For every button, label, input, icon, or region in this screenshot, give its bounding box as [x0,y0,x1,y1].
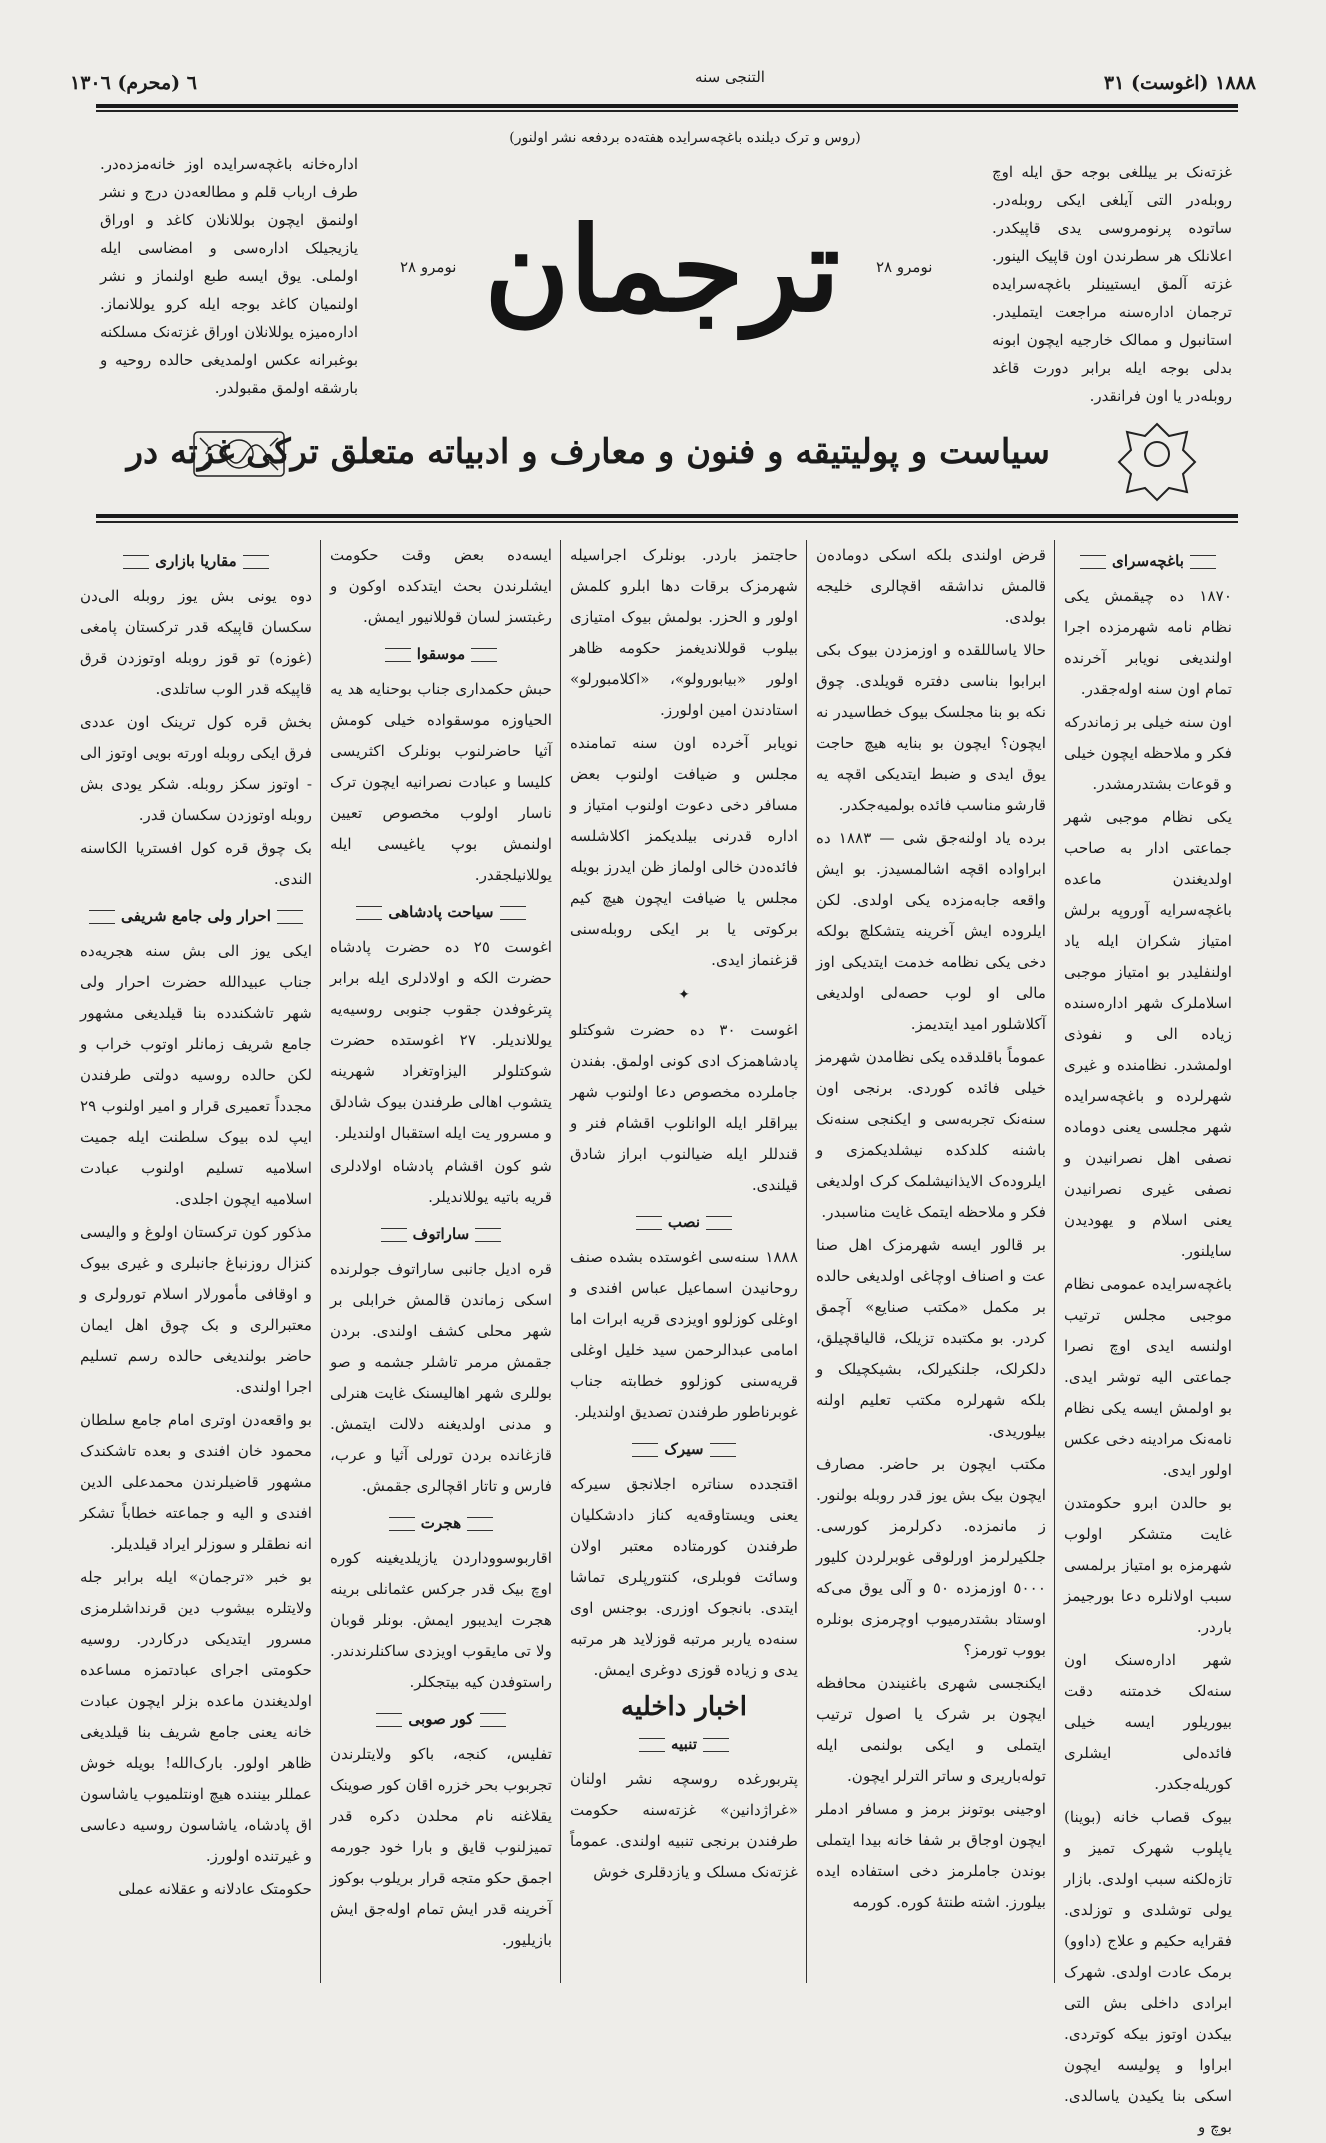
paragraph: ایسه‌ده بعض وقت حکومت ایشلرندن بحث ایتدکده اوکون و رغبتسز لسان قوللانیور ایمش. [330,546,552,626]
top-rule-thin [96,110,1238,112]
section-heading: موسقوا [330,639,552,670]
paragraph: مذکور کون ترکستان اولوغ و والیسی کنزال روزنباغ جانبلری و غیری بیوک و اوقافی مأمورلار اسلام تورولری و معتبرالری و بک چوق اهل ایمان حاضر بولندیغی حالده رسم تسلیم اجرا اولندی. [80,1223,312,1396]
gregorian-date: ١٨٨٨ (اغوست) ٣١ [1103,72,1256,94]
paragraph: قرض اولندی بلکه اسکی دوماده‌ن قالمش نداشقه اقچالری خلیجه بولدی. [816,546,1046,626]
paragraph: یکی نظام موجبی شهر جماعتی ادار به صاحب اولدیغندن ماعده باغچه‌سرایه آوروپه برلش امتیاز شکران ایله یاد اولنفلیدر بو امتیاز موجبی اسلاملرک شهر اداره‌سنده زیاده الی و نفوذی اولمشدر. نظامنده و غیری شهرلرده و باغچه‌سرایده شهر مجلسی یعنی دوماده نصفی اهل نصرانیدن و نصفی غیری نصرانیدن یعنی اسلام و یهودیدن سایلنور. [1064,808,1232,1260]
issue-number-left: نومرو ٢٨ [400,258,457,276]
section-heading: سیاحت پادشاهی [330,897,552,928]
paragraph: شهر اداره‌سنک اون سنه‌لک خدمتنه دقت بیوریلور ایسه خیلی فائده‌لی ایشلری کوریله‌جکدر. [1064,1651,1232,1793]
masthead-subtitle: (روس و ترک دیلنده باغچه‌سرایده هفته‌ده بردفعه نشر اولنور) [509,130,861,146]
paragraph: باغچه‌سرایده عمومی نظام موجبی مجلس ترتیب اولنسه ایدی اوچ نصرا جماعتی الیه توشر ایدی. بو اولمش ایسه یکی نظام نامه‌نک مرادینه دخی عکس اولور ایدی. [1064,1275,1232,1479]
paragraph: اغوست ٢٥ ده حضرت پادشاه حضرت الکه و اولادلری ایله برابر پترغوفدن جقوب جنوبی روسیه‌یه یوللاندیلر. ٢٧ اغوستده حضرت شوکتلولر الیزاوتغراد شهرینه یتشوب اهالی طرفندن بیوک شادلق و مسرور یت ایله استقبال اولندیلر. [330,938,552,1142]
paragraph: بیوک قصاب خانه (بوینا) یاپلوب شهرک تمیز و تازه‌لکنه سبب اولدی. بازار یولی توشلدی و توزلدی. فقرایه حکیم و علاج (داوو) برمک عادت اولدی. شهرک ابرادی داخلی بش التی بیکدن اوتوز بیکه کوتردی. ابراوا و پولیسه ایچون اسکی بنا یکیدن یاسالدی. بوچ و [1064,1808,1232,2136]
issue-number-right: نومرو ٢٨ [876,258,933,276]
column-1 [1064,540,1232,2136]
paragraph: اقتجدده سناتره اجلانجق سیرکه یعنی ویستاوقه‌یه کناز دادشکلیان طرفندن کورمتاده معتبر اولان وسائت فوبلری، کنتورپلری تماشا ایتدی. بانجوک اوزری. بوجنس اوی سنه‌ده یاربر مرتبه قوزلاید هر مرتبه یدی و زیاده قوزی دوغری ایمش. [570,1475,798,1679]
section-heading: سیرک [570,1434,798,1465]
paragraph: ١٨٨٨ سنه‌سی اغوستده بشده صنف روحانیدن اسماعیل عباس افندی و اوغلی کوزلوو اویزدی قریه ابرات اما امامی عبدالرحمن سید خلیل اوغلی قریه‌سنی کوزلوو خطابته جناب غوبرناطور طرفندن تصدیق اولندیلر. [570,1248,798,1421]
hijri-date: ٦ (محرم) ١٣٠٦ [70,72,197,94]
separator-star-icon: ✦ [678,987,690,1003]
subscription-notice: غزته‌نک بر ییللغی بوجه حق ایله اوچ روبله‌در التی آیلغی ایکی روبله‌در. ساتوده پرنومروسی یدی قاپیکدر. اعلانلک هر سطرندن اون قاپیک الینور. غزته آلمق ایستیینلر باغچه‌سرایده ترجمان اداره‌سنه مراجعت ایتملیدر. استانبول و ممالک خارجیه ایچون ابونه بدلی بوجه ایله برابر دورت قاغد روبله‌در یا اون فرانقدر. [992,163,1232,405]
paragraph: حالا یاساللقده و اوزمزدن بیوک بکی ابرابوا بناسی دفتره قویلدی. چوق نکه بو بنا مجلسک بیوک خطاسیدر نه ایچون؟ ایچون بو بنایه هیچ حاجت یوق ایدی و ضبط ایتدیکی اقچه یه قارشو مناسب فائده بولمیه‌جکدر. [816,641,1046,814]
paragraph: قره ادیل جانبی ساراتوف جولرنده اسکی زماندن قالمش خرابلی بر شهر محلی کشف اولندی. بردن جقمش مرمر تاشلر جشمه و صو بوللری شهر اهالیسنک غایت هنرلی و مدنی اولدیغنه دلالت ایتمش. قازغانده بردن تورلی آثیا و عرب، فارس و تاتار اقچالری جقمش. [330,1260,552,1495]
date-line [70,68,1256,102]
paragraph: اوجینی بوتونز برمز و مسافر ادملر ایچون اوجاق بر شفا خانه بیدا ایتملی بوندن جاملرمز دخی استفاده ایده بیلورز. اشته طنتهٔ کوره. کورمه [816,1800,1046,1911]
masthead-motto: سیاست و پولیتیقه و فنون و معارف و ادبیاته متعلق ترکی غزته در [126,432,1050,472]
masthead-bottom-rule [96,514,1238,518]
column-divider [1054,540,1055,1983]
paragraph: بو حالدن ابرو حکومتدن غایت متشکر اولوب شهرمزه بو امتیاز برلمسی سبب اولانلره دعا بورجیمز باردر. [1064,1494,1232,1636]
section-heading: احرار ولی جامع شریفی [80,901,312,932]
editorial-notice: اداره‌خانه باغچه‌سرایده اوز خانه‌مزده‌در. طرف ارباب قلم و مطالعه‌دن درج و نشر اولنمق ایچون بوللانلان کاغد و اوراق یازیجیلک اداره‌سی و امضاسی ایله اولملی. یوق ایسه طبع اولنماز و نشر اولنمیان کاغد بوجه ایله کرو یوللانماز. اداره‌میزه یوللانلان اوراق غزته‌نک مسلکنه بوغبرانه عکس اولمدیغی حالده روحیه و بارشقه اولمق مقبولدر. [100,155,358,397]
paragraph: دوه یونی بش یوز روبله الی‌دن سکسان قاپیکه قدر ترکستان پامغی (غوزه) تو قوز روبله اوتوزدن قرق قاپیکه قدر الوب ساتلدی. [80,587,312,698]
paragraph: ١٨٧٠ ده چیقمش یکی نظام نامه شهرمزده اجرا اولندیغی نویابر آخرنده تمام اون سنه اوله‌جقدر. [1064,587,1232,698]
paragraph: ایکنجسی شهری باغنیندن محافظه ایچون بر شرک یا اصول ترتیب ایتملی و ایکی بولنمی ایله توله‌باریری و ساتر الترلر ایچون. [816,1674,1046,1785]
column-divider [320,540,321,1983]
paragraph: بخش قره کول ترینک اون عددی فرق ایکی روبله اورته بویی اوتوز الی - اوتوز سکز روبله. شکر یودی بش روبله اوتوزدن سکسان قدر. [80,713,312,824]
column-divider [806,540,807,1983]
column-5 [80,540,312,1993]
ornament-right-icon [1102,418,1212,488]
column-2 [816,540,1046,1993]
paragraph: بک چوق قره کول افستریا الکاسنه الندی. [80,839,312,888]
masthead-bottom-rule-thin [96,521,1238,523]
paragraph: بر قالور ایسه شهرمزک اهل صنا عت و اصناف اوچاغی اولدیغی حالده بر مکمل «مکتب صنایع» آچمق کردر. بو مکتبده تزیلک، قالیاقچیلق، دلکرلک، جلنکیرلک، بشیکچیلک و بلکه شهرلره مکتب تعلیم اولنه بیلوریدی. [816,1236,1046,1440]
paragraph: اون سنه خیلی بر زماندرکه فکر و ملاحظه ایچون خیلی و قوعات بشتدرمشدر. [1064,713,1232,793]
paragraph: شو کون اقشام پادشاه اولادلری قریه باتیه یوللاندیلر. [330,1157,552,1206]
paragraph: حبش حکمداری جناب بوحنایه هد یه الحیاوزه موسقواده خیلی کومش آثیا حاضرلنوب بونلرک اکثریسی کلیسا و عبادت نصرانیه ایچون ترک ناسار اولوب مخصوص تعیین اولنمش بوپ یاغیسی ایله یوللانیلجقدر. [330,680,552,884]
newspaper-title: ترجمان [484,202,840,338]
paragraph: پتربورغده روسچه نشر اولنان «غراژدانین» غزته‌سنه حکومت طرفندن برنجی تنبیه اولندی. عموماً غزته‌نک مسلک و یازدقلری خوش [570,1770,798,1881]
internal-news-heading: اخبار داخلیه [621,1692,747,1722]
section-heading: کور صوبی [330,1704,552,1735]
year-label: التنجی سنه [695,68,765,86]
paragraph: ایکی یوز الی بش سنه هجریه‌ده جناب عبیدالله حضرت احرار ولی شهر تاشکندده بنا قیلدیغی مشهور جامع شریف زمانلر اوتوب خراب و لکن حالده روسیه دولتی طرفندن مجدداً تعمیری قرار و امیر اولنوب ٢٩ ایپ لده بیوک سلطنت ایله جمیت اسلامیه تسلیم اولنوب عبادت اسلامیه ایچون اجلدی. [80,942,312,1208]
paragraph: اغوست ٣٠ ده حضرت شوکتلو پادشاهمزک ادی کونی اولمق. بفندن جاملرده مخصوص دعا اولنوب شهر بیراقلر ایله الوانلوب اقشام فنر و قندللر ایله ضیالنوب ابراز شادق قیلندی. [570,1021,798,1194]
paragraph: عموماً باقلدقده یکی نظامدن شهرمز خیلی فائده کوردی. برنجی اون سنه‌نک تجربه‌سی و ایکنجی سنه‌نک باشنه کلدکده نیشلدیکمزی و ایلروده‌ک الایذانیشلمک کرک اولدیغی فکر و ملاحظه ایتمک غایت مناسبدر. [816,1048,1046,1221]
section-heading: ساراتوف [330,1219,552,1250]
paragraph: نویابر آخرده اون سنه تمامنده مجلس و ضیافت اولنوب بعض مسافر دخی دعوت اولنوب امتیاز و اداره قدرنی بیلدیکمز اکلاشلسه فائده‌دن خالی اولماز ظن ایدرز بویله مجلس یا ضیافت ایچون هیچ کیم برکوتی یا بر ایکی روبله‌سنی قزغنماز ایدی. [570,734,798,969]
paragraph: برده یاد اولنه‌جق شی — ١٨٨٣ ده ابراواده اقچه اشالمسیدز. بو ایش واقعه جابه‌مزده یکی اولدی. لکن ایلروده ایش آخرینه یتشکلچ بولکه دخی یکی نظامه خدمت ایتدیکی اوز مالی او لوب حصه‌لی اولدیغی آکلاشلور امید ایتدیمز. [816,829,1046,1033]
section-heading: هجرت [330,1508,552,1539]
paragraph: حاجتمز باردر. بونلرک اجراسیله شهرمزک برقات دها ابلرو کلمش اولور و الحزر. بولمش بیوک امتیازی بیلوب قوللاندیغمز حکومه ظاهر اولور «بیابورولو»، «اکلامبورلو» استادندن امین اولورز. [570,546,798,719]
paragraph: مکتب ایچون بر حاضر. مصارف ایچون بیک بش یوز قدر روبله بولنور. ز مانمزده. دکرلرمز کورسی. جلکیرلرمز اورلوقی غوبرلردن کلیور ٥٠٠٠ اوزمزده ٥٠ و آلی یوق می‌که اوستاد بشتدرمیوب اوچرمزی بونلره بووب تورمز؟ [816,1455,1046,1659]
column-4 [330,540,552,1993]
paragraph: حکومتک عادلانه و عقلانه عملی [118,1880,312,1898]
paragraph: اقاربوسووداردن یازیلدیغینه کوره اوچ بیک قدر جرکس عثمانلی برینه هجرت ایدیبور ایمش. بونلر قوبان ولا تی مایقوب اویزدی ساکنلرندندر. راستوفدن کیه بیتجکلر. [330,1549,552,1691]
paragraph: بو واقعه‌دن اوتری امام جامع سلطان محمود خان افندی و بعده تاشکندک مشهور قاضیلرندن محمدعلی الدین افندی و الیه و جماعته خطاباً تشکر انه نطقلر و سوزلر ایراد قیلدیلر. [80,1411,312,1553]
column-divider [560,540,561,1983]
paragraph: تفلیس، کنجه، باکو ولایتلرندن تجربوب بحر خزره اقان کور صوینک یقلاغنه نام محلدن دکره قدر تمیزلنوب قایق و بارا خود جورمه اجمق حکو متجه قرار بریلوب بوکوز آخرینه قدر ایش تمام اوله‌جق ایش بازیلیور. [330,1745,552,1949]
section-heading: تنبیه [570,1729,798,1760]
section-heading: نصب [570,1207,798,1238]
top-rule [96,104,1238,108]
section-heading: مقاریا بازاری [80,546,312,577]
paragraph: بو خبر «ترجمان» ایله برابر جله ولایتلره بیشوب دین قرنداشلرمزی مسرور ایتدیکی درکاردر. روسیه حکومتی اجرای عبادتمزه مساعده اولدیغندن ماعده بزلر ایچون عبادت خانه یعنی جامع شریف بنا قیلدیغی ظاهر اولور. بارک‌الله! بویله خوش عمللر بیننده هیچ اونتلمیوب یاشاسون اق پادشاه، یاشاسون روسیه دعاسی و غیرتنده اولورز. [80,1568,312,1865]
column-3 [570,540,798,1993]
section-heading: باغچه‌سرای [1064,546,1232,577]
